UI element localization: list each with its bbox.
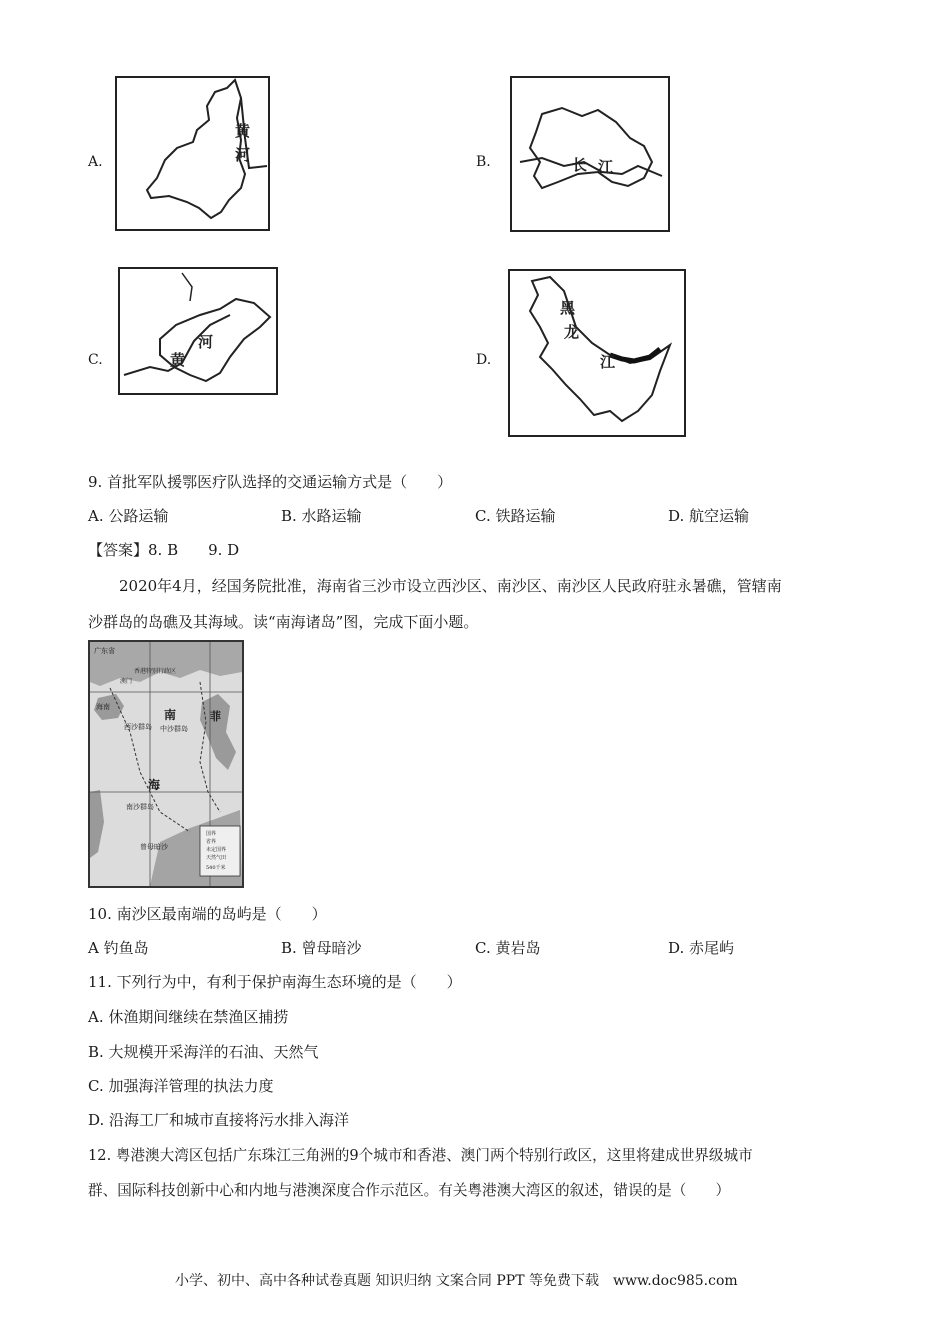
map-a-label-2: 河 [235,146,251,164]
q10-option-a: A 钓鱼岛 [88,939,149,957]
q10-option-d: D. 赤尾屿 [668,939,735,957]
label-guangdong: 广东省 [94,647,115,655]
label-hk: 香港特别行政区 [134,668,177,675]
label-phil: 菲 [210,710,221,723]
option-b-letter: B. [476,154,491,170]
q9-option-c: C. 铁路运输 [475,507,556,525]
q11-option-a: A. 休渔期间继续在禁渔区捕捞 [88,1008,289,1026]
label-xisha: 西沙群岛 [124,723,152,731]
map-c-label-1: 河 [198,333,214,351]
map-option-c [118,267,278,395]
label-nansha: 南沙群岛 [126,803,154,811]
answer-line: 【答案】8. B 9. D [88,541,240,559]
legend-2: 省界 [206,839,217,845]
label-hainan: 海南 [96,703,110,711]
q11-option-b: B. 大规模开采海洋的石油、天然气 [88,1043,319,1061]
map-d-label-1: 黑 [560,299,576,317]
q9-option-a: A. 公路运输 [88,507,169,525]
q12-line-1: 12. 粤港澳大湾区包括广东珠江三角洲的9个城市和香港、澳门两个特别行政区，这里将建成世界级城市 [88,1147,753,1164]
passage-line-2: 沙群岛的岛礁及其海域。读“南海诸岛”图，完成下面小题。 [88,613,479,631]
q10-option-c: C. 黄岩岛 [475,939,541,957]
map-a-label-1: 黄 [235,122,251,140]
map-d-label-3: 江 [600,353,616,371]
legend-4: 天然气田 [206,855,227,861]
option-c-letter: C. [88,352,103,368]
q11-option-c: C. 加强海洋管理的执法力度 [88,1077,274,1095]
option-d-letter: D. [476,352,492,368]
label-nan: 南 [164,708,177,722]
q9-stem: 9. 首批军队援鄂医疗队选择的交通运输方式是（ ） [88,473,453,491]
label-macao: 澳门 [120,678,133,685]
map-option-d [508,269,686,437]
heilongjiang-outline [510,271,684,435]
q9-option-b: B. 水路运输 [281,507,362,525]
footer-text: 小学、初中、高中各种试卷真题 知识归纳 文案合同 PPT 等免费下载 www.doc985.com [175,1273,738,1289]
map-c-label-2: 黄 [170,351,186,369]
anhui-outline [512,78,668,230]
legend-scale: 540千米 [206,865,226,871]
q11-option-d: D. 沿海工厂和城市直接将污水排入海洋 [88,1111,350,1129]
q9-option-d: D. 航空运输 [668,507,750,525]
label-zhongsha: 中沙群岛 [160,725,188,733]
q11-stem: 11. 下列行为中，有利于保护南海生态环境的是（ ） [88,973,462,991]
q10-stem: 10. 南沙区最南端的岛屿是（ ） [88,905,327,923]
q10-option-b: B. 曾母暗沙 [281,939,362,957]
label-hai: 海 [148,778,161,792]
map-option-b [510,76,670,232]
map-b-label-1: 长 [572,156,588,174]
label-zengmu: 曾母暗沙 [140,843,168,851]
south-china-sea-map [88,640,244,888]
legend-1: 国界 [206,831,217,837]
passage-line-1: 2020年4月，经国务院批准，海南省三沙市设立西沙区、南沙区、南沙区人民政府驻永暑礁，管辖南 [119,577,782,595]
option-a-letter: A. [88,154,103,170]
legend-3: 未定国界 [206,847,227,853]
map-d-label-2: 龙 [564,323,580,341]
map-b-label-2: 江 [598,158,614,176]
q12-line-2: 群、国际科技创新中心和内地与港澳深度合作示范区。有关粤港澳大湾区的叙述，错误的是（ ） [88,1182,731,1199]
map-option-a [115,76,270,231]
